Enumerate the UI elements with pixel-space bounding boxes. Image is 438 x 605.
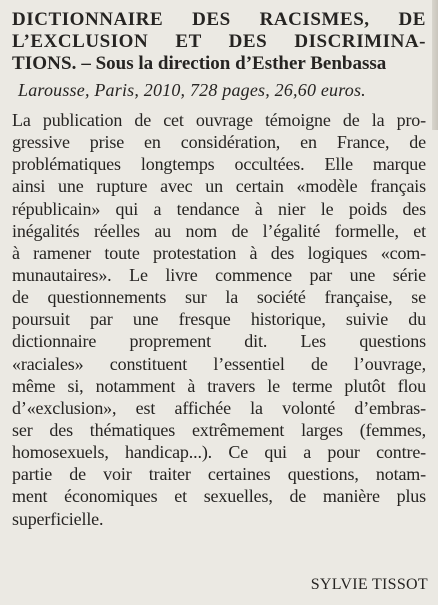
body-line: problématiques longtemps occultées. Elle marque — [12, 154, 426, 175]
book-title-line: L’EXCLUSION ET DES DISCRIMINA- — [12, 31, 426, 52]
publication-info: Larousse, Paris, 2010, 728 pages, 26,60 euros. — [18, 80, 366, 100]
book-title-end: TIONS. — [12, 53, 77, 74]
book-title-line — [12, 53, 426, 75]
review-body — [12, 109, 426, 530]
body-line: à ramener toute protestation à des logiques «com- — [12, 242, 426, 263]
body-line: poursuit par une fresque historique, suivie du — [12, 309, 426, 330]
body-line: inégalités réelles au nom de l’égalité formelle, et — [12, 220, 426, 241]
body-line: dictionnaire proprement dit. Les questions — [12, 331, 426, 352]
body-line: ainsi une rupture avec un certain «modèle français — [12, 176, 426, 197]
body-line: de questionnements sur la société française, se — [12, 287, 426, 308]
body-line: superficielle. — [12, 508, 104, 529]
body-line: La publication de cet ouvrage témoigne de la pro- — [12, 110, 426, 130]
body-line: partie de voir traiter certaines questions, notam- — [12, 464, 426, 485]
body-line: «raciales» constituent l’essentiel de l’ouvrage, — [12, 353, 426, 374]
body-line: ser des thématiques extrêmement larges (femmes, — [12, 419, 426, 440]
book-title-line: DICTIONNAIRE DES RACISMES, DE — [12, 9, 426, 30]
author-signature: SYLVIE TISSOT — [310, 576, 428, 593]
body-line: même si, notamment à travers le terme plutôt flou — [12, 375, 426, 396]
body-line: d’«exclusion», est affichée la volonté d’embras- — [12, 397, 426, 418]
body-line: munautaires». Le livre commence par une série — [12, 264, 426, 285]
page-edge — [432, 0, 438, 130]
book-title-block — [12, 9, 426, 75]
body-line: républicain» qui a tendance à nier le poids des — [12, 198, 426, 219]
body-line: gressive prise en considération, en France, de — [12, 132, 426, 153]
book-editor: – Sous la direction d’Esther Benbassa — [81, 53, 387, 74]
body-line: ment économiques et sexuelles, de manière plus — [12, 486, 426, 507]
body-line: homosexuels, handicap...). Ce qui a pour contre- — [12, 442, 426, 463]
